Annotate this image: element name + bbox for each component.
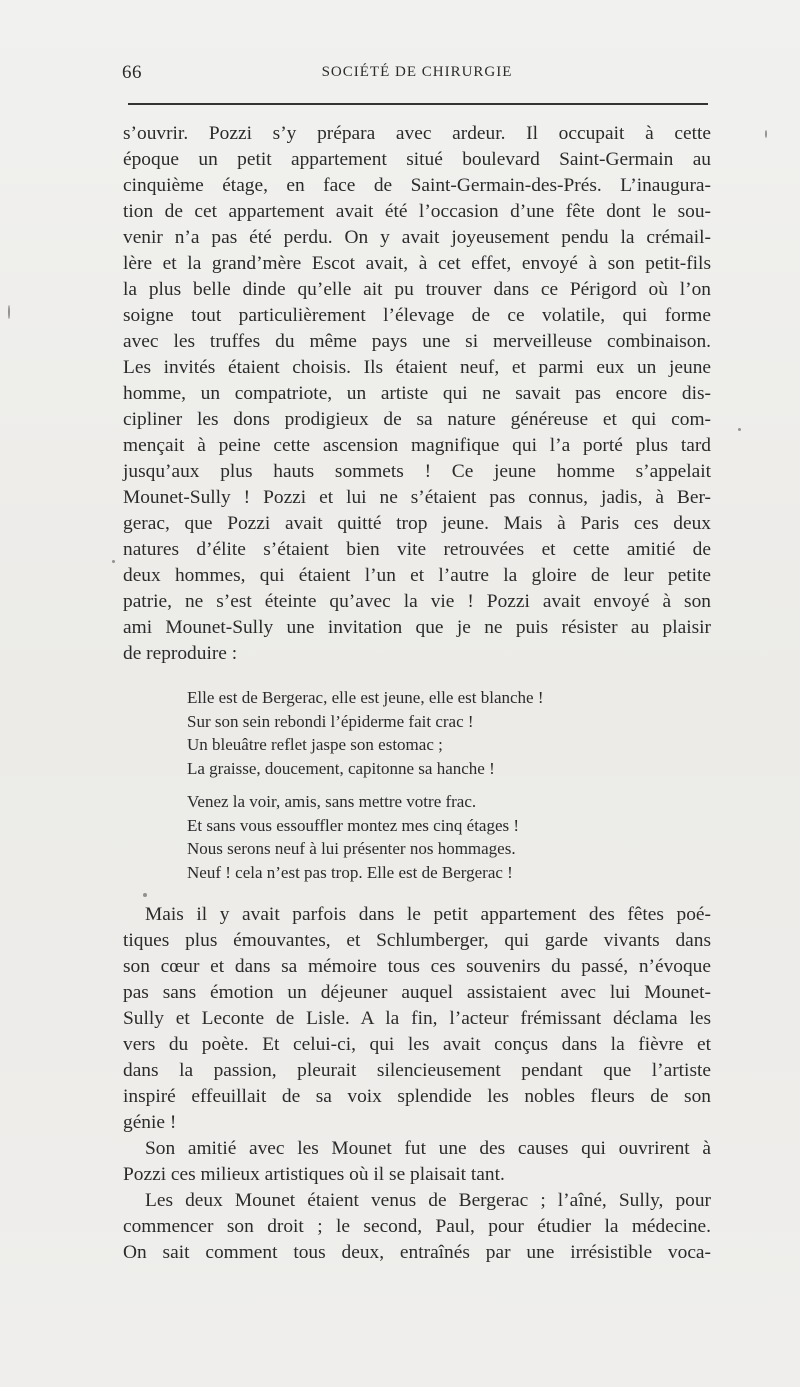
paper-speck	[765, 130, 767, 138]
text-line: gerac, que Pozzi avait quitté trop jeune. Mais à Paris ces deux	[123, 513, 711, 534]
text-line: homme, un compatriote, un artiste qui ne savait pas encore dis-	[123, 383, 711, 404]
text-line: de reproduire :	[123, 643, 238, 664]
text-line: commencer son droit ; le second, Paul, pour étudier la médecine.	[123, 1216, 711, 1237]
text-block-upper	[123, 121, 711, 667]
poem-stanza-2	[187, 790, 657, 884]
text-line: jusqu’aux plus hauts sommets ! Ce jeune homme s’appelait	[123, 461, 711, 482]
text-line: Les deux Mounet étaient venus de Bergerac ; l’aîné, Sully, pour	[145, 1190, 711, 1211]
text-line: patrie, ne s’est éteinte qu’avec la vie ! Pozzi avait envoyé à son	[123, 591, 711, 612]
text-line: ami Mounet-Sully une invitation que je ne puis résister au plaisir	[123, 617, 711, 638]
text-line: Pozzi ces milieux artistiques où il se plaisait tant.	[123, 1164, 505, 1185]
text-line: dans la passion, pleurait silencieusement pendant que l’artiste	[123, 1060, 711, 1081]
text-line: lère et la grand’mère Escot avait, à cet effet, envoyé à son petit-fils	[123, 253, 711, 274]
header-rule	[128, 103, 708, 105]
poem-verse: Et sans vous essouffler montez mes cinq étages !	[187, 815, 520, 835]
poem-verse: Sur son sein rebondi l’épiderme fait crac !	[187, 711, 474, 731]
running-title: SOCIÉTÉ DE CHIRURGIE	[321, 64, 513, 80]
text-block-lower	[123, 902, 711, 1266]
text-line: Les invités étaient choisis. Ils étaient neuf, et parmi eux un jeune	[123, 357, 711, 378]
poem-verse: Elle est de Bergerac, elle est jeune, elle est blanche !	[187, 688, 544, 707]
poem-verse: La graisse, doucement, capitonne sa hanche !	[187, 758, 495, 778]
paper-speck	[738, 428, 741, 431]
poem-verse: Neuf ! cela n’est pas trop. Elle est de Bergerac !	[187, 862, 513, 882]
text-line: Sully et Leconte de Lisle. A la fin, l’acteur frémissant déclama les	[123, 1008, 711, 1029]
text-line: natures d’élite s’étaient bien vite retrouvées et cette amitié de	[123, 539, 711, 560]
text-line: cipliner les dons prodigieux de sa nature généreuse et qui com-	[123, 409, 711, 430]
text-line: mençait à peine cette ascension magnifique qui l’a porté plus tard	[123, 435, 711, 456]
poem-verse: Venez la voir, amis, sans mettre votre frac.	[187, 792, 477, 811]
poem-stanza-1	[187, 686, 657, 780]
page-header	[122, 62, 712, 88]
paper-speck	[112, 560, 115, 563]
text-line: Mounet-Sully ! Pozzi et lui ne s’étaient pas connus, jadis, à Ber-	[123, 487, 711, 508]
text-line: venir n’a pas été perdu. On y avait joyeusement pendu la crémail-	[123, 227, 711, 248]
text-line: cinquième étage, en face de Saint-Germain-des-Prés. L’inaugura-	[123, 175, 711, 196]
page-number: 66	[122, 62, 142, 83]
paper-speck	[143, 893, 147, 897]
text-line: vers du poète. Et celui-ci, qui les avait conçus dans la fièvre et	[123, 1034, 711, 1055]
text-line: génie !	[123, 1112, 177, 1133]
text-line: pas sans émotion un déjeuner auquel assistaient avec lui Mounet-	[123, 982, 711, 1003]
poem-verse: Un bleuâtre reflet jaspe son estomac ;	[187, 735, 443, 754]
text-line: s’ouvrir. Pozzi s’y prépara avec ardeur. Il occupait à cette	[123, 123, 711, 144]
paper-speck	[8, 305, 10, 319]
text-line: la plus belle dinde qu’elle ait pu trouver dans ce Périgord où l’on	[123, 279, 711, 300]
text-line: Mais il y avait parfois dans le petit appartement des fêtes poé-	[145, 904, 711, 925]
text-line: époque un petit appartement situé boulevard Saint-Germain au	[123, 149, 711, 170]
text-line: Son amitié avec les Mounet fut une des causes qui ouvrirent à	[145, 1138, 711, 1159]
text-line: tion de cet appartement avait été l’occasion d’une fête dont le sou-	[123, 201, 711, 222]
text-line: On sait comment tous deux, entraînés par une irrésistible voca-	[123, 1242, 711, 1263]
text-line: soigne tout particulièrement l’élevage de ce volatile, qui forme	[123, 305, 711, 326]
text-line: inspiré effeuillait de sa voix splendide les nobles fleurs de son	[123, 1086, 711, 1107]
text-line: avec les truffes du même pays une si merveilleuse combinaison.	[123, 331, 711, 352]
poem-verse: Nous serons neuf à lui présenter nos hommages.	[187, 839, 516, 858]
text-line: son cœur et dans sa mémoire tous ces souvenirs du passé, n’évoque	[123, 956, 711, 977]
text-line: deux hommes, qui étaient l’un et l’autre la gloire de leur petite	[123, 565, 711, 586]
text-line: tiques plus émouvantes, et Schlumberger, qui garde vivants dans	[123, 930, 711, 951]
